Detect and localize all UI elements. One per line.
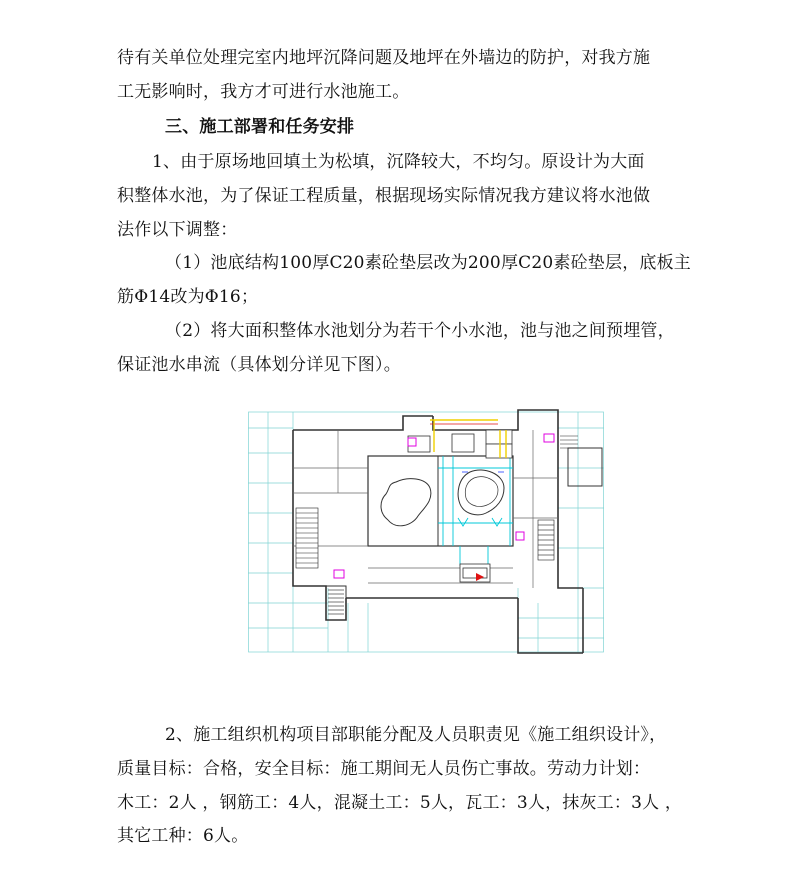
pool-division-pipes: [438, 456, 513, 566]
bottom-staircase: [328, 590, 344, 614]
paragraph-line: 筋Φ14改为Φ16；: [117, 287, 259, 307]
paragraph-line: 积整体水池，为了保证工程质量，根据现场实际情况我方建议将水池做: [117, 186, 651, 206]
small-blocks: [460, 564, 490, 582]
paragraph-line: （1）池底结构100厚C20素砼垫层改为200厚C20素砼垫层，底板主: [165, 253, 691, 273]
paragraph-line: 法作以下调整：: [117, 220, 238, 240]
inner-partitions: [293, 430, 558, 588]
floor-plan-svg: [248, 408, 604, 654]
paragraph-line: 待有关单位处理完室内地坪沉降问题及地坪在外墙边的防护，对我方施: [117, 48, 651, 68]
left-pool-outline: [381, 479, 431, 526]
paragraph-line: 木工：2人 ，钢筋工：4人，混凝土工：5人，瓦工：3人，抹灰工：3人 ，: [117, 793, 683, 813]
top-right-staircase: [560, 436, 578, 448]
pool-floor-plan-drawing: [248, 408, 604, 654]
paragraph-line: 其它工种：6人。: [117, 826, 249, 846]
right-pool-inner-outline: [465, 477, 498, 507]
paragraph-line: 2、施工组织机构项目部职能分配及人员职责见《施工组织设计》，: [165, 725, 667, 745]
paragraph-line: 保证池水串流（具体划分详见下图）。: [117, 355, 401, 375]
paragraph-line: 工无影响时，我方才可进行水池施工。: [117, 82, 410, 102]
equipment-rooms: [408, 430, 512, 458]
left-staircase: [296, 508, 318, 568]
section-heading: 三、施工部署和任务安排: [165, 117, 355, 137]
building-walls: [293, 410, 602, 653]
paragraph-line: 1、由于原场地回填土为松填，沉降较大，不均匀。原设计为大面: [152, 152, 645, 172]
right-staircase: [538, 520, 554, 560]
paragraph-line: 质量目标：合格，安全目标：施工期间无人员伤亡事故。劳动力计划：: [117, 759, 651, 779]
paragraph-line: （2）将大面积整体水池划分为若干个小水池，池与池之间预埋管，: [165, 321, 675, 341]
